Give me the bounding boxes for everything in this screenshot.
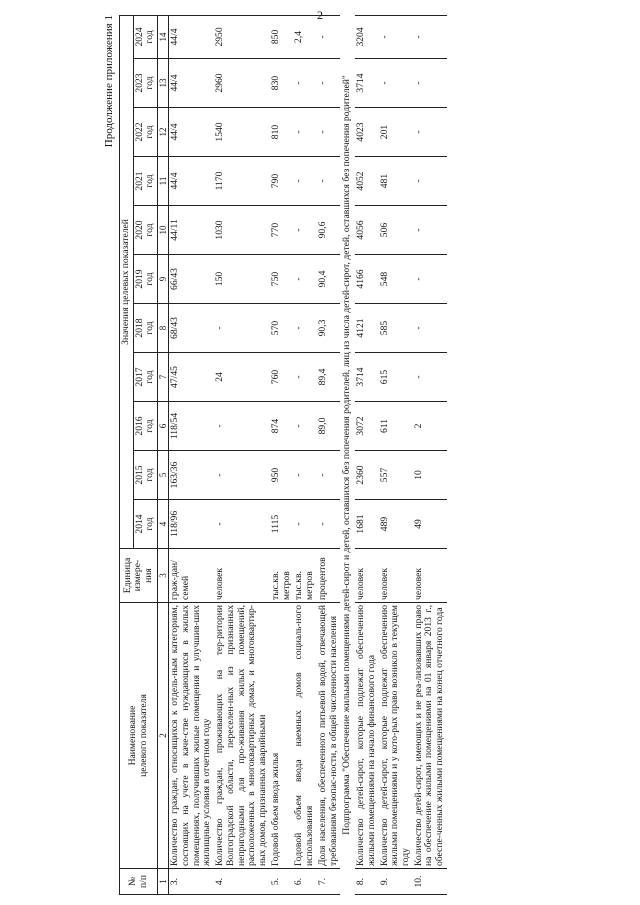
table-row bbox=[379, 15, 413, 894]
indicator-value: - bbox=[413, 15, 447, 58]
indicator-value: 3714 bbox=[355, 353, 378, 402]
header-column-number: 8 bbox=[158, 304, 169, 353]
row-number: 3. bbox=[169, 869, 214, 895]
rotated-page-content bbox=[105, 15, 640, 895]
indicator-value: 4166 bbox=[355, 255, 378, 304]
row-number: 9. bbox=[379, 869, 413, 895]
indicator-value: - bbox=[379, 59, 413, 108]
header-column-number: 3 bbox=[158, 549, 169, 603]
indicator-value: 1681 bbox=[355, 500, 378, 549]
indicator-value: - bbox=[317, 15, 340, 58]
subprogram-heading: Подпрограмма "Обеспечение жильыми помещениями детей-сирот и детей, оставшихся без попечения родителей, лиц из числа детей-сирот, детей, оставшихся без попечения родителей" bbox=[341, 75, 353, 835]
header-column-number: 1 bbox=[158, 869, 169, 895]
header-year: 2017 год bbox=[133, 353, 157, 402]
indicator-value: 3714 bbox=[355, 59, 378, 108]
indicator-value: - bbox=[293, 353, 316, 402]
indicator-value: 615 bbox=[379, 353, 413, 402]
indicator-value: 163/36 bbox=[169, 451, 214, 500]
indicator-value: 950 bbox=[270, 451, 293, 500]
indicator-value: 10 bbox=[413, 451, 447, 500]
row-number: 7. bbox=[317, 869, 340, 895]
indicator-value: 557 bbox=[379, 451, 413, 500]
row-number: 10. bbox=[413, 869, 447, 895]
indicator-value: - bbox=[293, 402, 316, 451]
indicator-value: - bbox=[413, 157, 447, 206]
subprogram-heading-row bbox=[340, 15, 355, 894]
indicator-value: 1540 bbox=[214, 108, 270, 157]
header-year: 2014 год bbox=[133, 500, 157, 549]
indicator-value: 760 bbox=[270, 353, 293, 402]
header-column-number: 4 bbox=[158, 500, 169, 549]
indicator-value: - bbox=[293, 206, 316, 255]
indicator-value: 47/45 bbox=[169, 353, 214, 402]
indicator-value: - bbox=[317, 157, 340, 206]
table-row bbox=[413, 15, 447, 894]
header-column-number: 5 bbox=[158, 451, 169, 500]
continuation-note: Продолжение приложения 1 bbox=[103, 15, 115, 148]
indicator-unit: человек bbox=[355, 549, 378, 603]
indicator-value: - bbox=[214, 451, 270, 500]
indicator-value: - bbox=[214, 304, 270, 353]
indicator-value: 585 bbox=[379, 304, 413, 353]
header-year: 2021 год bbox=[133, 157, 157, 206]
table-row bbox=[169, 15, 214, 894]
indicator-value: 506 bbox=[379, 206, 413, 255]
indicator-name: Количество граждан, относящихся к отдель-ным категориям, состоящих на учете в каче-стве нуждающихся в жилых помещениях, получивших жилые помещения и улучшив-ших жилищные условия в отчетном году bbox=[169, 603, 214, 869]
table-row bbox=[355, 15, 378, 894]
header-unit: Единица измере- ния bbox=[120, 549, 158, 603]
header-values-title: Значения целевых показателей bbox=[120, 15, 134, 548]
indicator-value: 3204 bbox=[355, 15, 378, 58]
header-column-number: 9 bbox=[158, 255, 169, 304]
indicator-value: - bbox=[413, 255, 447, 304]
indicator-name: Количество детей-сирот, которые подлежат обеспечению жилыми помещениями и у кото-рых право возникло в текущем году bbox=[379, 603, 413, 869]
indicator-value: 4052 bbox=[355, 157, 378, 206]
indicator-value: 49 bbox=[413, 500, 447, 549]
indicator-value: 118/54 bbox=[169, 402, 214, 451]
header-year: 2016 год bbox=[133, 402, 157, 451]
indicator-value: 850 bbox=[270, 15, 293, 58]
indicator-value: 90,4 bbox=[317, 255, 340, 304]
row-number: 5. bbox=[270, 869, 293, 895]
indicator-unit: тыс.кв. метров bbox=[293, 549, 316, 603]
table-row bbox=[293, 15, 316, 894]
indicator-value: - bbox=[413, 206, 447, 255]
indicator-value: 201 bbox=[379, 108, 413, 157]
indicator-value: 874 bbox=[270, 402, 293, 451]
header-year: 2018 год bbox=[133, 304, 157, 353]
indicator-value: 810 bbox=[270, 108, 293, 157]
header-column-number: 13 bbox=[158, 59, 169, 108]
header-year: 2015 год bbox=[133, 451, 157, 500]
indicator-value: 750 bbox=[270, 255, 293, 304]
row-number: 6. bbox=[293, 869, 316, 895]
header-column-number: 10 bbox=[158, 206, 169, 255]
indicator-value: 2 bbox=[413, 402, 447, 451]
indicator-value: 44/4 bbox=[169, 59, 214, 108]
indicator-value: 3072 bbox=[355, 402, 378, 451]
indicator-value: - bbox=[413, 304, 447, 353]
header-name: Наименование целевого показателя bbox=[120, 603, 158, 869]
indicator-unit: тыс.кв. метров bbox=[270, 549, 293, 603]
indicator-value: - bbox=[413, 59, 447, 108]
indicator-value: - bbox=[293, 59, 316, 108]
indicator-value: 90,3 bbox=[317, 304, 340, 353]
indicator-name: Годовой объем ввода наемных домов социаль-ного использования bbox=[293, 603, 316, 869]
header-year: 2020 год bbox=[133, 206, 157, 255]
header-year: 2023 год bbox=[133, 59, 157, 108]
indicator-name: Количество граждан, проживающих на тер-ритории Волгоградской области, переселен-ных из признанных непригодными для про-живания жилых помещений, расположенных в многоквартирных домах, и многоквартир-ных домов, признанных аварийными bbox=[214, 603, 270, 869]
indicator-value: 44/11 bbox=[169, 206, 214, 255]
indicator-value: 66/43 bbox=[169, 255, 214, 304]
indicator-value: 770 bbox=[270, 206, 293, 255]
indicator-value: 24 bbox=[214, 353, 270, 402]
indicator-value: 68/43 bbox=[169, 304, 214, 353]
indicator-value: 2960 bbox=[214, 59, 270, 108]
indicator-value: 570 bbox=[270, 304, 293, 353]
indicator-value: - bbox=[317, 500, 340, 549]
indicator-value: - bbox=[413, 353, 447, 402]
indicator-name: Количество детей-сирот, которые подлежат обеспечению жилыми помещениями на начало финансового года bbox=[355, 603, 378, 869]
indicator-value: 44/4 bbox=[169, 157, 214, 206]
indicator-value: - bbox=[317, 108, 340, 157]
indicator-value: - bbox=[317, 451, 340, 500]
indicator-value: - bbox=[379, 15, 413, 58]
indicator-value: 2360 bbox=[355, 451, 378, 500]
indicator-value: 4023 bbox=[355, 108, 378, 157]
indicator-name: Годовой объем ввода жилья bbox=[270, 603, 293, 869]
indicator-unit: человек bbox=[413, 549, 447, 603]
indicator-value: 4056 bbox=[355, 206, 378, 255]
header-column-number: 6 bbox=[158, 402, 169, 451]
table-row bbox=[317, 15, 340, 894]
header-num: № п/п bbox=[120, 869, 158, 895]
indicator-value: - bbox=[317, 59, 340, 108]
header-year: 2022 год bbox=[133, 108, 157, 157]
header-column-numbers bbox=[158, 15, 169, 894]
indicator-value: 489 bbox=[379, 500, 413, 549]
header-year: 2024 год bbox=[133, 15, 157, 58]
header-column-number: 2 bbox=[158, 603, 169, 869]
table-row bbox=[214, 15, 270, 894]
header-column-number: 14 bbox=[158, 15, 169, 58]
indicator-value: 830 bbox=[270, 59, 293, 108]
indicator-value: 89,0 bbox=[317, 402, 340, 451]
indicator-value: 1030 bbox=[214, 206, 270, 255]
table-row bbox=[270, 15, 293, 894]
indicator-value: 90,6 bbox=[317, 206, 340, 255]
row-number: 8. bbox=[355, 869, 378, 895]
indicator-value: 4121 bbox=[355, 304, 378, 353]
indicator-name: Доля населения, обеспеченного питьевой водой, отвечающей требованиям безопас-ности, в общей численности населения bbox=[317, 603, 340, 869]
indicator-value: 481 bbox=[379, 157, 413, 206]
header-year: 2019 год bbox=[133, 255, 157, 304]
header-column-number: 12 bbox=[158, 108, 169, 157]
indicator-unit: граж-дан/семей bbox=[169, 549, 214, 603]
indicator-value: 790 bbox=[270, 157, 293, 206]
indicator-value: 118/96 bbox=[169, 500, 214, 549]
indicator-value: 1170 bbox=[214, 157, 270, 206]
indicator-unit: человек bbox=[379, 549, 413, 603]
header-column-number: 7 bbox=[158, 353, 169, 402]
header-column-number: 11 bbox=[158, 157, 169, 206]
table-body bbox=[169, 15, 447, 894]
indicator-value: - bbox=[293, 304, 316, 353]
indicator-value: - bbox=[293, 255, 316, 304]
table-header bbox=[120, 15, 169, 894]
indicator-value: 2950 bbox=[214, 15, 270, 58]
indicator-value: 548 bbox=[379, 255, 413, 304]
page-number: 2 bbox=[317, 8, 323, 22]
indicator-value: 89,4 bbox=[317, 353, 340, 402]
indicator-value: 44/4 bbox=[169, 15, 214, 58]
indicator-value: - bbox=[293, 500, 316, 549]
indicator-value: - bbox=[214, 402, 270, 451]
indicator-value: 1115 bbox=[270, 500, 293, 549]
indicator-value: - bbox=[293, 157, 316, 206]
row-number: 4. bbox=[214, 869, 270, 895]
indicator-value: 2,4 bbox=[293, 15, 316, 58]
indicator-value: 44/4 bbox=[169, 108, 214, 157]
indicator-unit: человек bbox=[214, 549, 270, 603]
indicator-value: - bbox=[293, 451, 316, 500]
indicator-value: - bbox=[214, 500, 270, 549]
indicator-value: 611 bbox=[379, 402, 413, 451]
indicator-value: - bbox=[413, 108, 447, 157]
indicator-value: 150 bbox=[214, 255, 270, 304]
indicator-value: - bbox=[293, 108, 316, 157]
target-indicators-table bbox=[119, 15, 447, 895]
indicator-name: Количество детей-сирот, имеющих и не реа-лизовавших право на обеспечение жилыми помещениями на 01 января 2013 г., обеспе-ченных жилыми помещениями на конец отчетного года bbox=[413, 603, 447, 869]
indicator-unit: процентов bbox=[317, 549, 340, 603]
